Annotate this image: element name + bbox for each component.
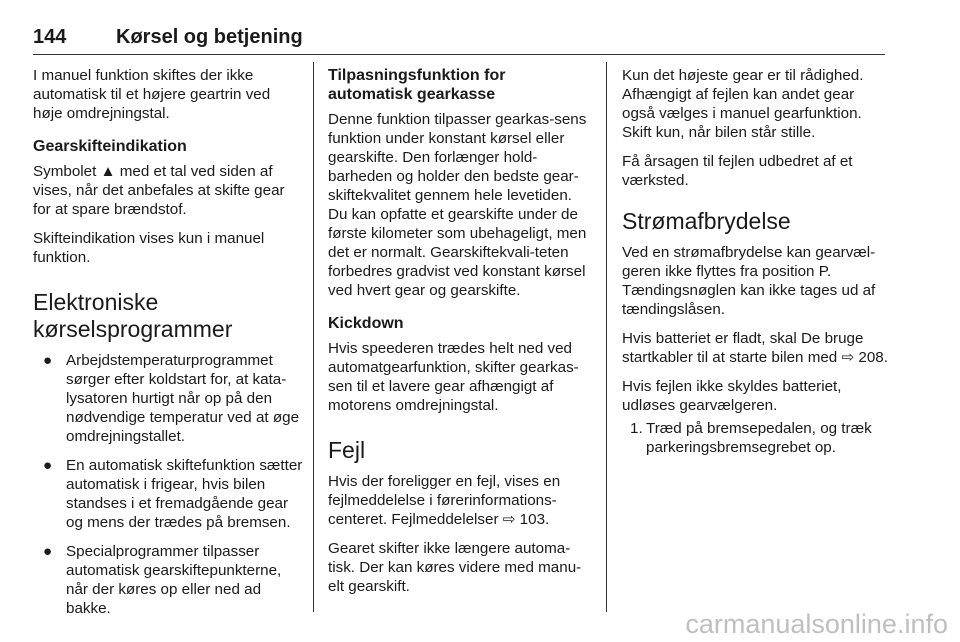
list-item-text: Arbejdstemperaturprogrammet sørger efter koldstart for, at kata-lysatoren hurtigt når op på den nødvendige temperatur ved at øge omdrejningstallet. bbox=[66, 352, 300, 445]
power-paragraph-2: Hvis batteriet er fladt, skal De bruge startkabler til at starte bilen med ⇨ 208. bbox=[622, 330, 888, 366]
gear-paragraph-2: Skifteindikation vises kun i manuel funktion. bbox=[33, 230, 265, 266]
fault-continued-paragraph: Kun det højeste gear er til rådighed. Afhængigt af fejlen kan andet gear også vælges i manuel gearfunktion. Skift kun, når bilen står stille. bbox=[622, 67, 864, 141]
column-1 bbox=[33, 66, 303, 628]
list-item-text: En automatisk skiftefunktion sætter automatisk i frigear, hvis bilen standses i et fremadgående gear og mens der trædes på bremsen. bbox=[66, 457, 303, 531]
intro-paragraph: I manuel funktion skiftes der ikke automatisk til et højere geartrin ved høje omdrejningstal. bbox=[33, 67, 271, 122]
bullet-icon: ● bbox=[43, 543, 53, 560]
section-heading-power-failure: Strømafbrydelse bbox=[622, 208, 791, 234]
column-divider bbox=[313, 62, 314, 612]
workshop-paragraph: Få årsagen til fejlen udbedret af et værksted. bbox=[622, 153, 853, 189]
column-divider bbox=[606, 62, 607, 612]
power-paragraph-1: Ved en strømafbrydelse kan gearvæl-geren ikke flyttes fra position P. Tændingsnøglen kan ikke tages ud af tændingslåsen. bbox=[622, 244, 876, 318]
adaptation-paragraph: Denne funktion tilpasser gearkas-sens funktion under konstant kørsel eller gearskifte. Den forlænger hold-barheden og holder den bedste gear-skiftekvalitet gennem hele levetiden. Du kan opfatte et gearskifte under de første kilometer som ubehageligt, men det er normalt. Gearskiftekvali-teten forbedres gradvist ved konstant kørsel ved hvert gear og gearskifte. bbox=[328, 111, 587, 299]
gear-paragraph-1: Symbolet ▲ med et tal ved siden af vises, når det anbefales at skifte gear for at spare brændstof. bbox=[33, 163, 285, 218]
list-item bbox=[33, 542, 303, 618]
column-3 bbox=[622, 66, 890, 457]
section-heading-gear-indication: Gearskifteindikation bbox=[33, 138, 187, 155]
column-2 bbox=[328, 66, 594, 606]
kickdown-paragraph: Hvis speederen trædes helt ned ved automatgearfunktion, skifter gearkas-sen til et lavere gear afhængigt af motorens omdrejningstal. bbox=[328, 340, 579, 414]
list-item bbox=[33, 351, 303, 446]
page-title: Kørsel og betjening bbox=[116, 26, 303, 48]
fault-paragraph-2: Gearet skifter ikke længere automa-tisk. Der kan køres videre med manu-elt gearskift. bbox=[328, 540, 582, 595]
step-number: 1. bbox=[630, 420, 643, 437]
watermark: carmanualsonline.info bbox=[685, 609, 948, 639]
steps-list bbox=[622, 419, 890, 457]
section-heading-kickdown: Kickdown bbox=[328, 315, 404, 332]
power-paragraph-3: Hvis fejlen ikke skyldes batteriet, udløses gearvælgeren. bbox=[622, 378, 842, 414]
bullet-icon: ● bbox=[43, 352, 53, 369]
section-heading-programs: Elektroniske kørselsprogrammer bbox=[33, 289, 233, 342]
section-heading-adaptation: Tilpasningsfunktion for automatisk gearkasse bbox=[328, 67, 506, 103]
step-text: Træd på bremsepedalen, og træk parkeringsbremsegrebet op. bbox=[646, 420, 872, 456]
fault-paragraph-1: Hvis der foreligger en fejl, vises en fejlmeddelelse i førerinformations-centeret. Fejlmeddelelser ⇨ 103. bbox=[328, 473, 561, 528]
programs-list bbox=[33, 351, 303, 618]
section-heading-fault: Fejl bbox=[328, 437, 366, 463]
list-item-text: Specialprogrammer tilpasser automatisk gearskiftepunkterne, når der køres op eller ned ad bakke. bbox=[66, 543, 282, 617]
page-number: 144 bbox=[33, 26, 67, 48]
bullet-icon: ● bbox=[43, 457, 53, 474]
list-item bbox=[622, 419, 890, 457]
list-item bbox=[33, 456, 303, 532]
page-header bbox=[33, 24, 885, 55]
